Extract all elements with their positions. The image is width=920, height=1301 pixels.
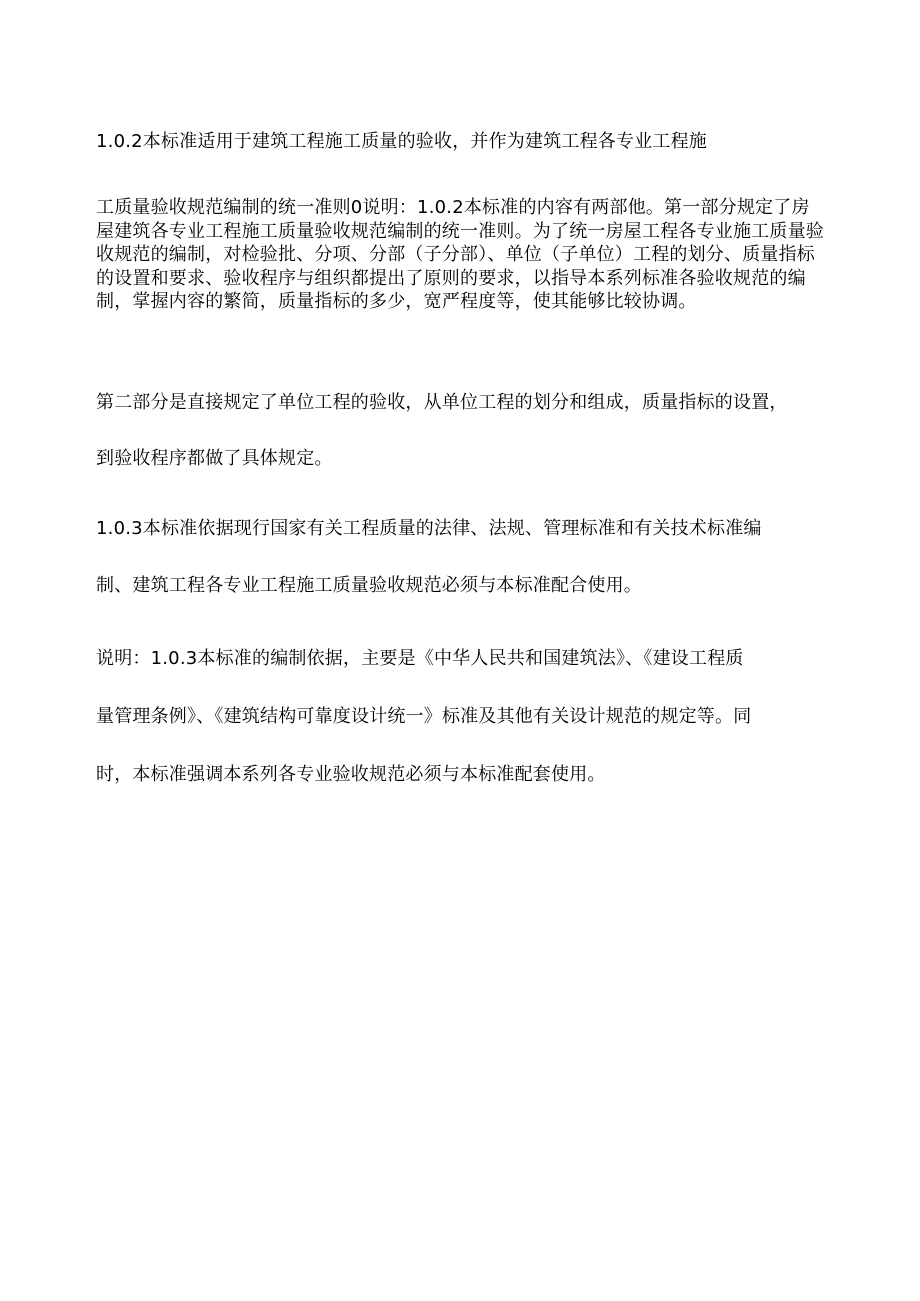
text-line-1-0-3: 1.0.3本标准依据现行国家有关工程质量的法律、法规、管理标准和有关技术标准编 <box>96 518 762 539</box>
text-line-1-0-3-explanation-end: 时，本标准强调本系列各专业验收规范必须与本标准配套使用。 <box>96 764 606 785</box>
text-line-1-0-2: 1.0.2本标准适用于建筑工程施工质量的验收，并作为建筑工程各专业工程施 <box>96 131 707 152</box>
paragraph-1-0-2-explanation: 工质量验收规范编制的统一准则0说明：1.0.2本标准的内容有两部他。第一部分规定了房屋建筑各专业工程施工质量验收规范编制的统一准则。为了统一房屋工程各专业施工质量验收规范的编制，对检验批、分项、分部（子分部）、单位（子单位）工程的划分、质量指标的设置和要求、验收程序与组织都提出了原则的要求，以指导本系列标准各验收规范的编制，掌握内容的繁简，质量指标的多少，宽严程度等，使其能够比较协调。 <box>96 197 824 312</box>
text-line-1-0-3-explanation-cont: 量管理条例》、《建筑结构可靠度设计统一》标准及其他有关设计规范的规定等。同 <box>96 706 752 727</box>
text-line-part-two-cont: 到验收程序都做了具体规定。 <box>96 448 333 469</box>
text-line-1-0-3-explanation: 说明：1.0.3本标准的编制依据，主要是《中华人民共和国建筑法》、《建设工程质 <box>96 648 744 669</box>
text-line-part-two: 第二部分是直接规定了单位工程的验收，从单位工程的划分和组成，质量指标的设置， <box>96 392 788 413</box>
text-line-1-0-3-cont: 制、建筑工程各专业工程施工质量验收规范必须与本标准配合使用。 <box>96 575 642 596</box>
